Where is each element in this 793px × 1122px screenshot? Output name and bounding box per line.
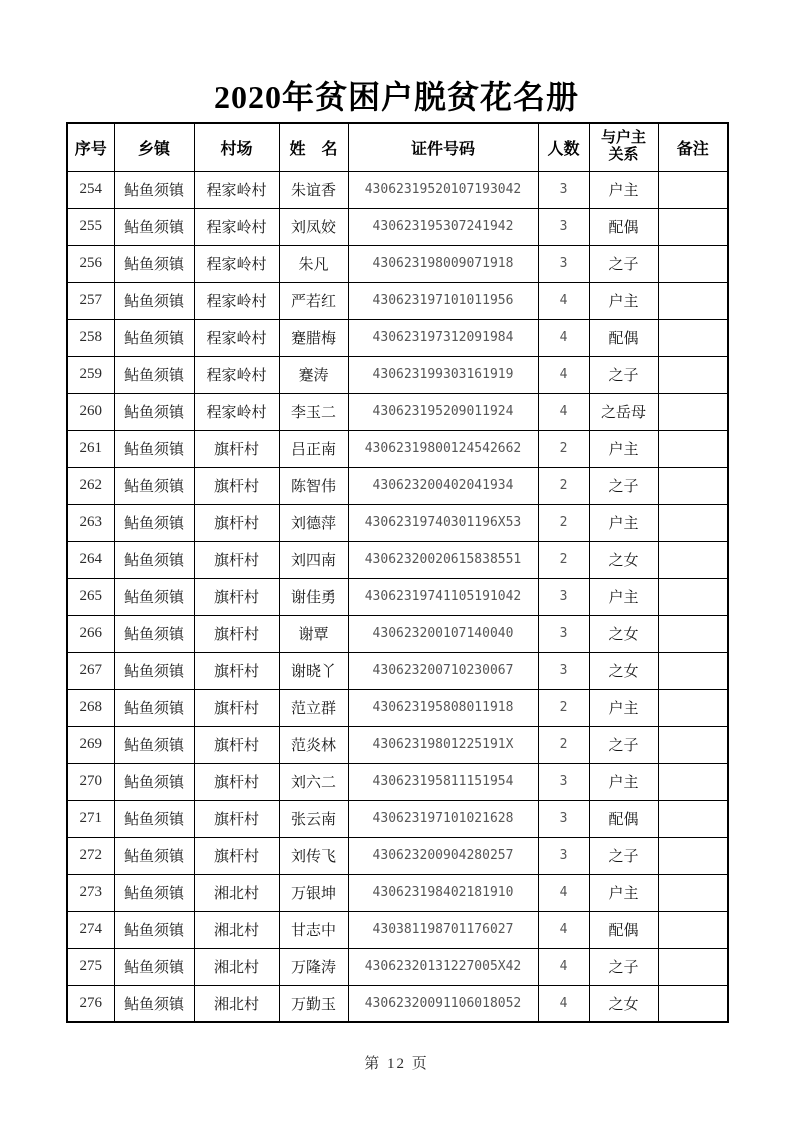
cell-id-number: 430623198402181910 <box>348 874 538 911</box>
cell-name: 张云南 <box>279 800 348 837</box>
cell-name: 李玉二 <box>279 393 348 430</box>
table-row <box>67 837 728 874</box>
cell-name: 谢覃 <box>279 615 348 652</box>
table-row <box>67 874 728 911</box>
cell-count: 3 <box>538 615 589 652</box>
table-row <box>67 726 728 763</box>
cell-town: 鲇鱼须镇 <box>114 578 194 615</box>
cell-town: 鲇鱼须镇 <box>114 356 194 393</box>
cell-relation: 户主 <box>589 578 658 615</box>
cell-name: 万隆涛 <box>279 948 348 985</box>
header-cell-serial: 序号 <box>67 123 114 171</box>
cell-serial: 258 <box>67 319 114 356</box>
cell-count: 4 <box>538 985 589 1022</box>
cell-name: 万勤玉 <box>279 985 348 1022</box>
cell-name: 吕正南 <box>279 430 348 467</box>
cell-town: 鲇鱼须镇 <box>114 837 194 874</box>
cell-name: 甘志中 <box>279 911 348 948</box>
cell-id-number: 43062319801225191X <box>348 726 538 763</box>
table-row <box>67 800 728 837</box>
table-row <box>67 467 728 504</box>
table-row <box>67 615 728 652</box>
cell-village: 旗杆村 <box>194 837 279 874</box>
cell-name: 刘六二 <box>279 763 348 800</box>
cell-relation: 之岳母 <box>589 393 658 430</box>
cell-id-number: 430623197312091984 <box>348 319 538 356</box>
cell-relation: 之女 <box>589 541 658 578</box>
cell-count: 2 <box>538 430 589 467</box>
cell-id-number: 430623195811151954 <box>348 763 538 800</box>
cell-id-number: 430623195307241942 <box>348 208 538 245</box>
cell-id-number: 430623200107140040 <box>348 615 538 652</box>
cell-serial: 274 <box>67 911 114 948</box>
cell-town: 鲇鱼须镇 <box>114 208 194 245</box>
cell-name: 万银坤 <box>279 874 348 911</box>
cell-serial: 269 <box>67 726 114 763</box>
cell-id-number: 430623197101021628 <box>348 800 538 837</box>
cell-relation: 之子 <box>589 245 658 282</box>
table-row <box>67 689 728 726</box>
cell-count: 4 <box>538 282 589 319</box>
roster-table-body <box>67 171 728 1022</box>
page-title: 2020年贫困户脱贫花名册 <box>213 79 579 115</box>
cell-serial: 264 <box>67 541 114 578</box>
cell-relation: 户主 <box>589 171 658 208</box>
cell-count: 2 <box>538 689 589 726</box>
cell-count: 2 <box>538 504 589 541</box>
table-row <box>67 319 728 356</box>
cell-serial: 270 <box>67 763 114 800</box>
cell-village: 旗杆村 <box>194 615 279 652</box>
cell-town: 鲇鱼须镇 <box>114 800 194 837</box>
cell-note <box>658 985 728 1022</box>
cell-relation: 之子 <box>589 467 658 504</box>
cell-id-number: 43062319520107193042 <box>348 171 538 208</box>
cell-town: 鲇鱼须镇 <box>114 615 194 652</box>
table-row <box>67 578 728 615</box>
cell-id-number: 430623195808011918 <box>348 689 538 726</box>
cell-name: 谢晓丫 <box>279 652 348 689</box>
cell-count: 3 <box>538 800 589 837</box>
cell-note <box>658 726 728 763</box>
header-cell-id: 证件号码 <box>348 123 538 171</box>
cell-relation: 之女 <box>589 652 658 689</box>
cell-count: 4 <box>538 319 589 356</box>
cell-serial: 268 <box>67 689 114 726</box>
cell-village: 程家岭村 <box>194 208 279 245</box>
table-row <box>67 171 728 208</box>
cell-count: 4 <box>538 393 589 430</box>
cell-relation: 户主 <box>589 689 658 726</box>
cell-note <box>658 689 728 726</box>
cell-relation: 配偶 <box>589 208 658 245</box>
cell-town: 鲇鱼须镇 <box>114 504 194 541</box>
table-row <box>67 208 728 245</box>
cell-note <box>658 282 728 319</box>
cell-village: 程家岭村 <box>194 356 279 393</box>
cell-serial: 276 <box>67 985 114 1022</box>
cell-town: 鲇鱼须镇 <box>114 393 194 430</box>
table-row <box>67 504 728 541</box>
cell-name: 蹇腊梅 <box>279 319 348 356</box>
cell-name: 刘传飞 <box>279 837 348 874</box>
cell-note <box>658 430 728 467</box>
cell-town: 鲇鱼须镇 <box>114 467 194 504</box>
cell-count: 2 <box>538 726 589 763</box>
cell-town: 鲇鱼须镇 <box>114 726 194 763</box>
cell-note <box>658 393 728 430</box>
cell-relation: 配偶 <box>589 319 658 356</box>
cell-count: 3 <box>538 208 589 245</box>
header-cell-name: 姓 名 <box>279 123 348 171</box>
cell-village: 湘北村 <box>194 911 279 948</box>
cell-town: 鲇鱼须镇 <box>114 911 194 948</box>
cell-id-number: 430623200904280257 <box>348 837 538 874</box>
cell-name: 蹇涛 <box>279 356 348 393</box>
cell-village: 旗杆村 <box>194 689 279 726</box>
cell-id-number: 43062319740301196X53 <box>348 504 538 541</box>
cell-note <box>658 948 728 985</box>
cell-id-number: 430623195209011924 <box>348 393 538 430</box>
cell-village: 湘北村 <box>194 948 279 985</box>
cell-relation: 配偶 <box>589 800 658 837</box>
cell-relation: 之子 <box>589 356 658 393</box>
cell-id-number: 43062319741105191042 <box>348 578 538 615</box>
cell-relation: 户主 <box>589 504 658 541</box>
cell-serial: 265 <box>67 578 114 615</box>
cell-count: 3 <box>538 652 589 689</box>
cell-town: 鲇鱼须镇 <box>114 245 194 282</box>
cell-town: 鲇鱼须镇 <box>114 319 194 356</box>
cell-count: 4 <box>538 874 589 911</box>
cell-note <box>658 578 728 615</box>
cell-serial: 275 <box>67 948 114 985</box>
cell-serial: 262 <box>67 467 114 504</box>
cell-note <box>658 504 728 541</box>
cell-town: 鲇鱼须镇 <box>114 171 194 208</box>
cell-town: 鲇鱼须镇 <box>114 985 194 1022</box>
cell-town: 鲇鱼须镇 <box>114 763 194 800</box>
cell-note <box>658 615 728 652</box>
roster-table <box>66 122 729 1023</box>
cell-village: 程家岭村 <box>194 171 279 208</box>
cell-village: 旗杆村 <box>194 652 279 689</box>
cell-note <box>658 837 728 874</box>
cell-serial: 273 <box>67 874 114 911</box>
table-row <box>67 245 728 282</box>
cell-id-number: 43062320020615838551 <box>348 541 538 578</box>
cell-id-number: 43062320091106018052 <box>348 985 538 1022</box>
cell-village: 程家岭村 <box>194 282 279 319</box>
cell-name: 陈智伟 <box>279 467 348 504</box>
cell-village: 旗杆村 <box>194 726 279 763</box>
cell-village: 旗杆村 <box>194 541 279 578</box>
cell-id-number: 430623199303161919 <box>348 356 538 393</box>
cell-serial: 257 <box>67 282 114 319</box>
cell-town: 鲇鱼须镇 <box>114 652 194 689</box>
cell-name: 朱凡 <box>279 245 348 282</box>
header-cell-note: 备注 <box>658 123 728 171</box>
cell-name: 谢佳勇 <box>279 578 348 615</box>
cell-village: 旗杆村 <box>194 763 279 800</box>
table-row <box>67 911 728 948</box>
cell-town: 鲇鱼须镇 <box>114 430 194 467</box>
cell-note <box>658 763 728 800</box>
cell-note <box>658 245 728 282</box>
cell-name: 范立群 <box>279 689 348 726</box>
cell-count: 3 <box>538 171 589 208</box>
cell-village: 程家岭村 <box>194 393 279 430</box>
header-cell-count: 人数 <box>538 123 589 171</box>
cell-serial: 261 <box>67 430 114 467</box>
cell-note <box>658 467 728 504</box>
cell-serial: 256 <box>67 245 114 282</box>
cell-town: 鲇鱼须镇 <box>114 541 194 578</box>
cell-serial: 267 <box>67 652 114 689</box>
cell-note <box>658 208 728 245</box>
cell-note <box>658 911 728 948</box>
cell-village: 程家岭村 <box>194 319 279 356</box>
cell-name: 刘四南 <box>279 541 348 578</box>
page-number: 第 12 页 <box>364 1056 429 1072</box>
cell-village: 湘北村 <box>194 874 279 911</box>
cell-serial: 259 <box>67 356 114 393</box>
cell-relation: 之子 <box>589 948 658 985</box>
cell-id-number: 430381198701176027 <box>348 911 538 948</box>
table-row <box>67 541 728 578</box>
cell-name: 严若红 <box>279 282 348 319</box>
cell-relation: 配偶 <box>589 911 658 948</box>
cell-note <box>658 541 728 578</box>
cell-id-number: 43062320131227005X42 <box>348 948 538 985</box>
header-cell-relation-label: 与户主关系 <box>600 130 646 164</box>
cell-village: 湘北村 <box>194 985 279 1022</box>
cell-note <box>658 171 728 208</box>
cell-note <box>658 800 728 837</box>
cell-serial: 266 <box>67 615 114 652</box>
cell-note <box>658 356 728 393</box>
cell-name: 刘凤姣 <box>279 208 348 245</box>
table-row <box>67 652 728 689</box>
cell-id-number: 430623200710230067 <box>348 652 538 689</box>
cell-village: 旗杆村 <box>194 504 279 541</box>
cell-relation: 户主 <box>589 874 658 911</box>
cell-relation: 之女 <box>589 615 658 652</box>
cell-serial: 255 <box>67 208 114 245</box>
cell-relation: 户主 <box>589 430 658 467</box>
cell-relation: 之女 <box>589 985 658 1022</box>
cell-relation: 户主 <box>589 282 658 319</box>
cell-relation: 户主 <box>589 763 658 800</box>
table-row <box>67 393 728 430</box>
cell-count: 3 <box>538 578 589 615</box>
cell-count: 2 <box>538 541 589 578</box>
cell-town: 鲇鱼须镇 <box>114 282 194 319</box>
cell-village: 旗杆村 <box>194 467 279 504</box>
cell-count: 4 <box>538 911 589 948</box>
cell-village: 旗杆村 <box>194 430 279 467</box>
cell-count: 3 <box>538 245 589 282</box>
cell-count: 3 <box>538 837 589 874</box>
cell-village: 旗杆村 <box>194 800 279 837</box>
cell-serial: 263 <box>67 504 114 541</box>
cell-village: 旗杆村 <box>194 578 279 615</box>
cell-village: 程家岭村 <box>194 245 279 282</box>
header-cell-village: 村场 <box>194 123 279 171</box>
table-row <box>67 763 728 800</box>
cell-count: 3 <box>538 763 589 800</box>
table-row <box>67 430 728 467</box>
table-row <box>67 282 728 319</box>
table-row <box>67 356 728 393</box>
cell-name: 刘德萍 <box>279 504 348 541</box>
cell-name: 范炎林 <box>279 726 348 763</box>
cell-count: 4 <box>538 356 589 393</box>
cell-name: 朱谊香 <box>279 171 348 208</box>
cell-count: 4 <box>538 948 589 985</box>
header-row <box>67 123 728 171</box>
cell-count: 2 <box>538 467 589 504</box>
cell-town: 鲇鱼须镇 <box>114 874 194 911</box>
header-cell-town: 乡镇 <box>114 123 194 171</box>
cell-note <box>658 652 728 689</box>
cell-town: 鲇鱼须镇 <box>114 689 194 726</box>
cell-id-number: 430623200402041934 <box>348 467 538 504</box>
cell-note <box>658 874 728 911</box>
cell-serial: 260 <box>67 393 114 430</box>
cell-id-number: 43062319800124542662 <box>348 430 538 467</box>
cell-note <box>658 319 728 356</box>
cell-serial: 254 <box>67 171 114 208</box>
cell-town: 鲇鱼须镇 <box>114 948 194 985</box>
cell-relation: 之子 <box>589 726 658 763</box>
table-row <box>67 948 728 985</box>
cell-id-number: 430623197101011956 <box>348 282 538 319</box>
table-row <box>67 985 728 1022</box>
cell-serial: 271 <box>67 800 114 837</box>
cell-serial: 272 <box>67 837 114 874</box>
header-cell-relation <box>589 123 658 171</box>
cell-relation: 之子 <box>589 837 658 874</box>
cell-id-number: 430623198009071918 <box>348 245 538 282</box>
